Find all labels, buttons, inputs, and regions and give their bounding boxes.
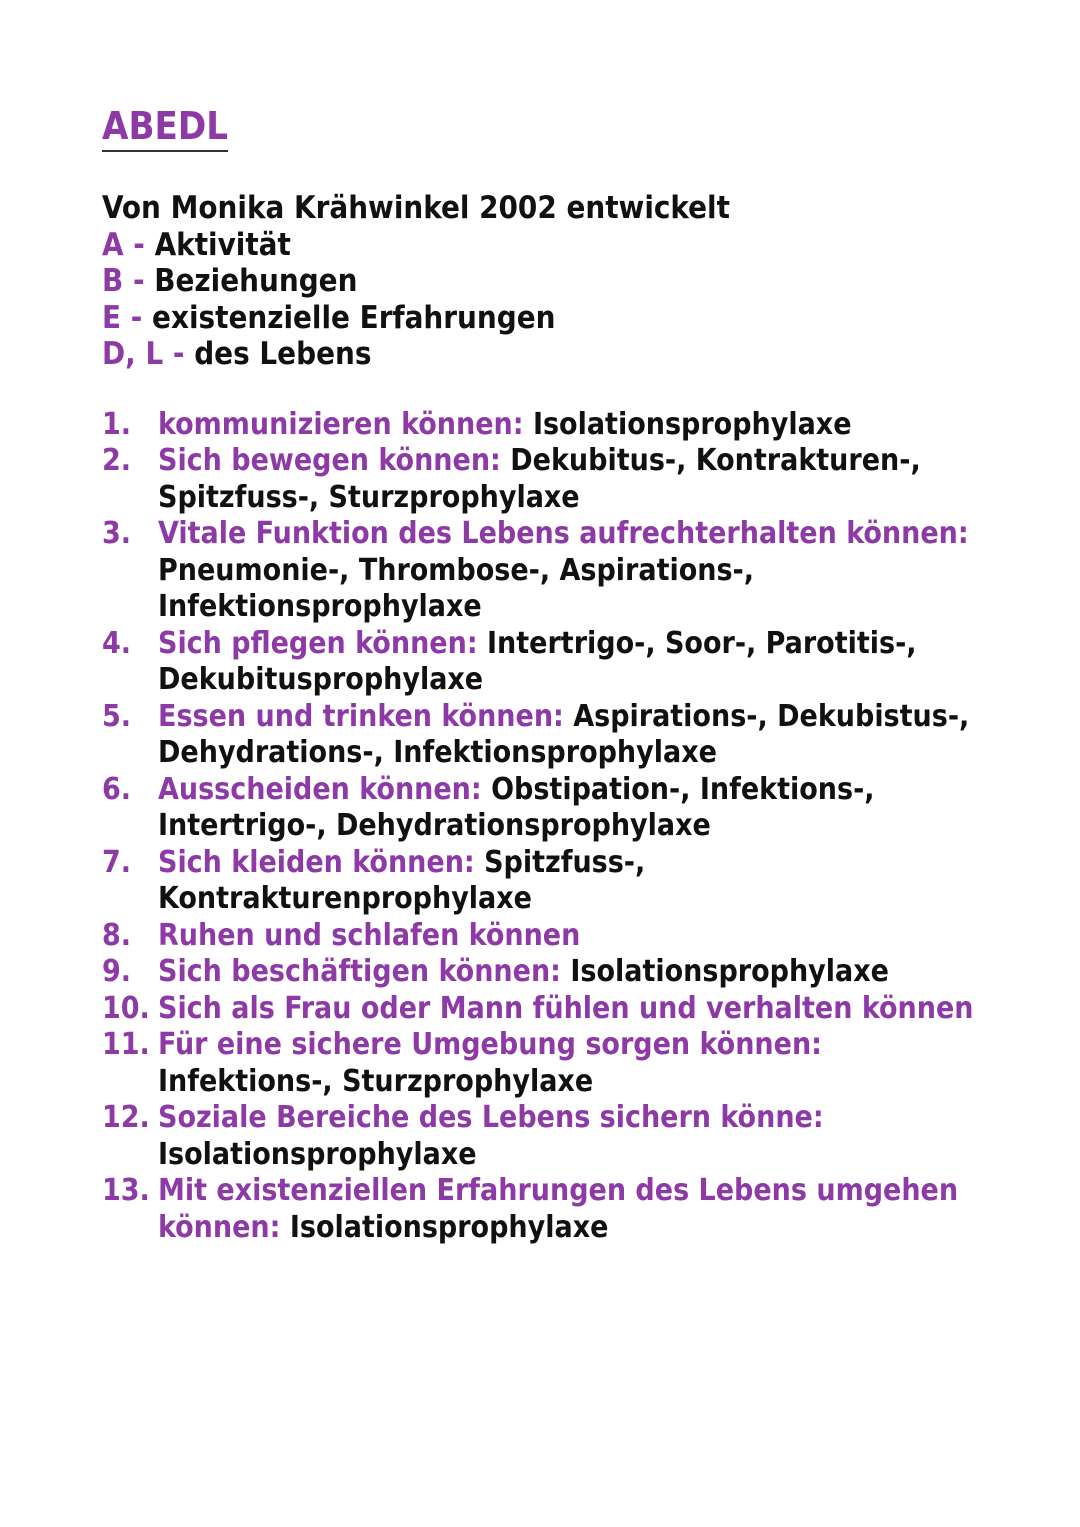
item-label: Sich pflegen können:	[158, 625, 478, 661]
item-label: Sich beschäftigen können:	[158, 954, 561, 989]
list-item	[102, 407, 1002, 444]
item-value: Isolationsprophylaxe	[570, 954, 889, 989]
item-body	[158, 845, 1002, 918]
item-label: Sich bewegen können:	[158, 443, 501, 478]
acronym-meaning: existenzielle Erfahrungen	[152, 299, 556, 336]
item-value: Infektions-, Sturzprophylaxe	[158, 1063, 594, 1099]
acronym-letter: B -	[102, 263, 145, 299]
item-value: Isolationsprophylaxe	[532, 406, 852, 442]
page-title: ABEDL	[102, 104, 228, 152]
item-body	[158, 772, 1002, 845]
item-label: Essen und trinken können:	[158, 698, 564, 734]
item-body	[158, 1100, 1002, 1173]
acronym-row-dl	[102, 336, 1002, 373]
acronym-meaning: Beziehungen	[154, 263, 358, 299]
item-value: Spitzfuss-, Kontrakturenprophylaxe	[158, 844, 646, 916]
item-label: Für eine sichere Umgebung sorgen können:	[158, 1027, 822, 1062]
intro-line: Von Monika Krähwinkel 2002 entwickelt	[102, 190, 730, 226]
item-body	[158, 626, 1002, 699]
item-number: 1.	[102, 406, 132, 442]
acronym-row-a	[102, 227, 1002, 264]
item-number: 3.	[102, 516, 132, 551]
item-number: 7.	[102, 844, 132, 880]
item-label: Soziale Bereiche des Lebens sichern könne:	[158, 1100, 824, 1135]
item-number: 8.	[102, 917, 132, 953]
acronym-letter: A -	[102, 226, 145, 263]
item-value: Obstipation-, Infektions-, Intertrigo-, Dehydrationsprophylaxe	[158, 771, 875, 843]
item-number: 2.	[102, 443, 132, 478]
item-body	[158, 516, 1002, 626]
item-value: Isolationsprophylaxe	[158, 1136, 477, 1172]
item-number: 10.	[102, 990, 150, 1026]
list-item	[102, 443, 1002, 516]
item-number: 6.	[102, 771, 132, 807]
item-number: 9.	[102, 954, 132, 989]
item-number: 4.	[102, 625, 132, 661]
list-item	[102, 1027, 1002, 1100]
list-item	[102, 1173, 1002, 1246]
item-body	[158, 443, 1002, 516]
list-item	[102, 772, 1002, 845]
item-label: kommunizieren können:	[158, 406, 524, 442]
item-body	[158, 699, 1002, 772]
acronym-row-b	[102, 263, 1002, 300]
item-label: Vitale Funktion des Lebens aufrechterhalten können:	[158, 516, 969, 551]
acronym-letter: D, L -	[102, 336, 185, 372]
item-number: 13.	[102, 1173, 150, 1208]
item-number: 11.	[102, 1027, 150, 1062]
item-label: Sich kleiden können:	[158, 844, 475, 880]
item-number: 5.	[102, 698, 132, 734]
item-label: Ausscheiden können:	[158, 771, 482, 807]
item-label: Mit existenziellen Erfahrungen des Lebens umgehen können:	[158, 1173, 959, 1245]
item-body	[158, 918, 1002, 955]
item-body	[158, 1173, 1002, 1246]
document-page	[102, 104, 1002, 1246]
intro-section	[102, 190, 1002, 373]
list-item	[102, 954, 1002, 991]
list-item	[102, 1100, 1002, 1173]
list-item	[102, 991, 1002, 1028]
item-label: Sich als Frau oder Mann fühlen und verhalten können	[158, 990, 974, 1026]
acronym-row-e	[102, 300, 1002, 337]
item-value: Dekubitus-, Kontrakturen-, Spitzfuss-, Sturzprophylaxe	[158, 443, 921, 515]
item-value: Aspirations-, Dekubistus-, Dehydrations-, Infektionsprophylaxe	[158, 698, 970, 770]
list-item	[102, 699, 1002, 772]
list-item	[102, 516, 1002, 626]
acronym-meaning: Aktivität	[154, 226, 291, 263]
list-item	[102, 918, 1002, 955]
list-item	[102, 845, 1002, 918]
item-label: Ruhen und schlafen können	[158, 917, 581, 953]
item-value: Intertrigo-, Soor-, Parotitis-, Dekubitusprophylaxe	[158, 625, 917, 697]
item-number: 12.	[102, 1100, 150, 1135]
abedl-list	[102, 407, 1002, 1247]
item-body	[158, 407, 1002, 444]
item-value: Isolationsprophylaxe	[289, 1209, 609, 1245]
list-item	[102, 626, 1002, 699]
item-body	[158, 1027, 1002, 1100]
item-body	[158, 991, 1002, 1028]
item-body	[158, 954, 1002, 991]
acronym-meaning: des Lebens	[194, 336, 372, 372]
acronym-letter: E -	[102, 299, 143, 336]
item-value: Pneumonie-, Thrombose-, Aspirations-, Infektionsprophylaxe	[158, 552, 755, 624]
